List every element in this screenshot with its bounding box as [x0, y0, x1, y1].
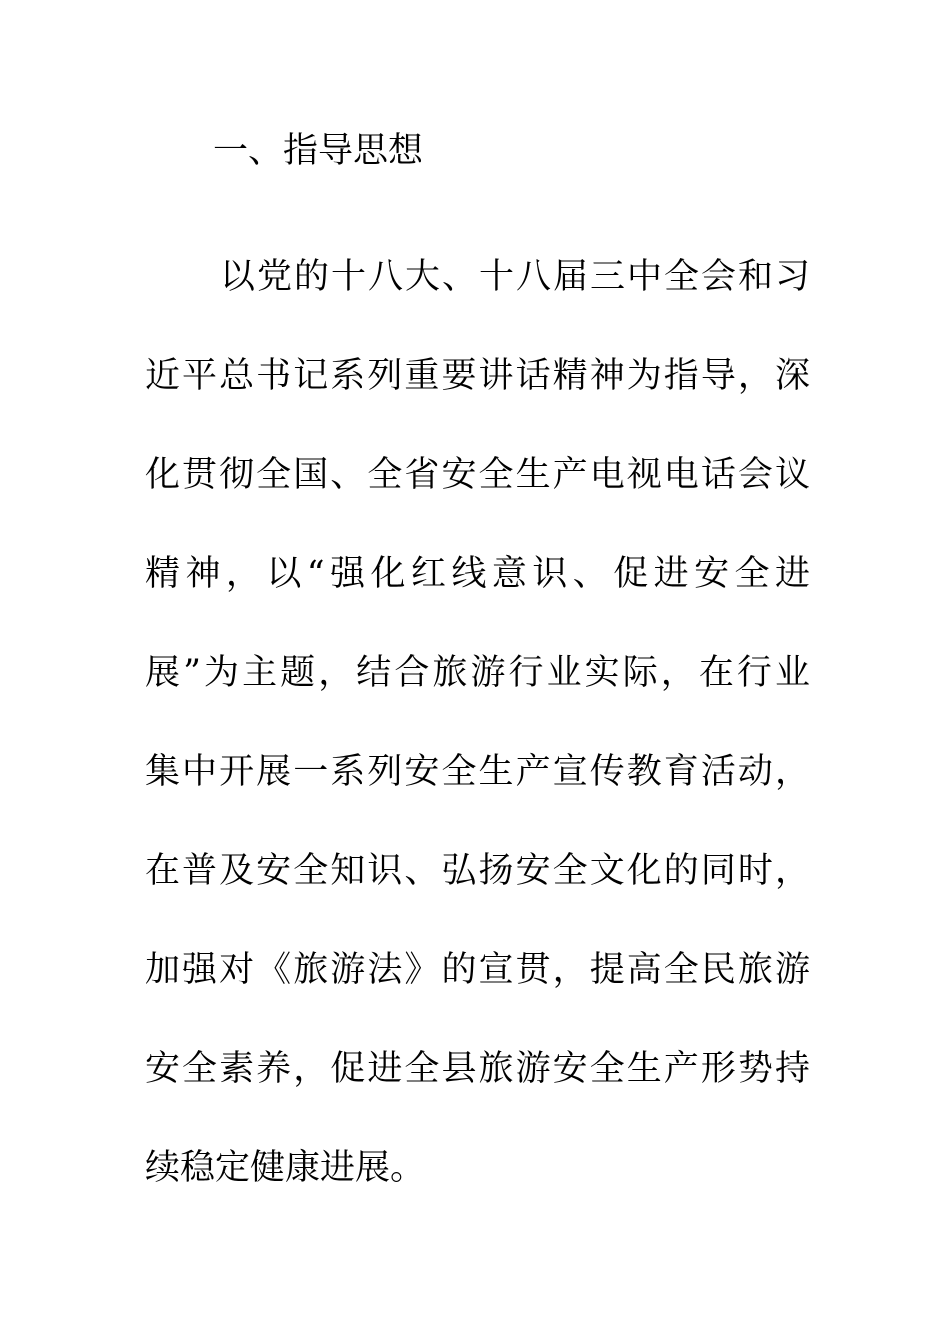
paragraph-line: 展”为主题，结合旅游行业实际，在行业 [145, 653, 810, 693]
paragraph-line: 安全素养，促进全县旅游安全生产形势持 [145, 1049, 810, 1089]
paragraph-line: 在普及安全知识、弘扬安全文化的同时， [145, 851, 810, 891]
paragraph-line: 加强对《旅游法》的宣贯，提高全民旅游 [145, 950, 810, 990]
paragraph-line: 精神，以“强化红线意识、促进安全进 [145, 554, 810, 594]
paragraph-line: 化贯彻全国、全省安全生产电视电话会议 [145, 455, 810, 495]
paragraph-line: 续稳定健康进展。 [145, 1148, 426, 1188]
paragraph-line: 近平总书记系列重要讲话精神为指导，深 [145, 356, 810, 396]
paragraph-line: 集中开展一系列安全生产宣传教育活动， [145, 752, 810, 792]
section-heading: 一、指导思想 [213, 131, 424, 171]
paragraph-line: 以党的十八大、十八届三中全会和习 [220, 257, 810, 297]
body-paragraph [145, 228, 810, 1218]
